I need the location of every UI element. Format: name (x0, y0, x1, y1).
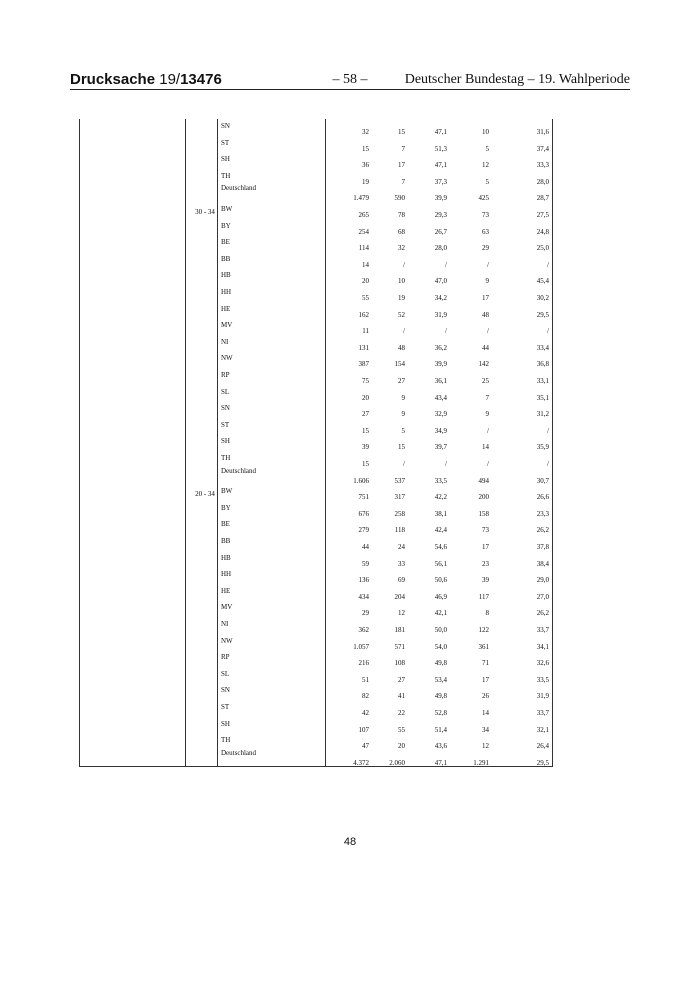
value-cell-2: 52 (398, 310, 405, 319)
value-cell-1: 114 (358, 244, 369, 253)
value-cell-5: / (547, 426, 549, 435)
value-cell-2: 9 (401, 393, 405, 402)
value-cell-3: 28,0 (434, 244, 447, 253)
value-cell-5: 29,5 (536, 310, 549, 319)
value-cell-5: 37,4 (536, 144, 549, 153)
value-cell-2: 118 (394, 526, 405, 535)
table-row (79, 501, 553, 518)
value-cell-5: 26,6 (536, 493, 549, 502)
table-row (79, 567, 553, 584)
state-cell: SH (221, 719, 230, 728)
value-cell-3: 54,0 (434, 642, 447, 651)
value-cell-1: 107 (358, 725, 369, 734)
state-cell: TH (221, 171, 231, 180)
value-cell-1: 1.479 (353, 194, 369, 203)
value-cell-4: 158 (478, 509, 489, 518)
value-cell-3: 46,9 (434, 592, 447, 601)
state-cell: SN (221, 404, 230, 413)
value-cell-2: 5 (401, 426, 405, 435)
value-cell-5: 32,6 (536, 659, 549, 668)
value-cell-5: 33,7 (536, 709, 549, 717)
value-cell-3: 42,1 (434, 609, 447, 618)
table-row (79, 650, 553, 667)
value-cell-2: 15 (398, 443, 405, 452)
value-cell-1: 136 (358, 576, 369, 585)
value-cell-4: 17 (482, 675, 489, 684)
state-cell: SH (221, 437, 230, 446)
value-cell-2: 204 (394, 592, 405, 601)
value-cell-3: 51,3 (434, 144, 447, 153)
state-cell: HE (221, 586, 231, 595)
state-cell: ST (221, 703, 230, 711)
state-cell: SH (221, 155, 230, 164)
value-cell-5: 27,5 (536, 211, 549, 219)
value-cell-3: 47,1 (434, 758, 447, 767)
state-cell: BW (221, 487, 233, 496)
value-cell-2: 33 (398, 559, 405, 568)
value-cell-4: 10 (482, 128, 489, 136)
value-cell-5: 28,0 (536, 177, 549, 186)
value-cell-3: 34,2 (434, 294, 447, 302)
value-cell-4: 73 (482, 526, 489, 535)
state-cell: ST (221, 138, 230, 147)
state-cell: MV (221, 321, 233, 330)
value-cell-5: 30,7 (536, 476, 549, 485)
state-cell: Deutschland (221, 466, 256, 475)
value-cell-2: 78 (398, 211, 405, 219)
value-cell-3: 33,5 (434, 476, 447, 485)
state-cell: BY (221, 503, 231, 512)
value-cell-5: / (547, 260, 549, 269)
value-cell-5: 31,2 (536, 410, 549, 419)
value-cell-4: 5 (485, 177, 489, 186)
table-row (79, 401, 553, 418)
value-cell-4: 39 (482, 576, 489, 585)
value-cell-3: 32,9 (434, 410, 447, 419)
value-cell-3: 43,6 (434, 742, 447, 751)
value-cell-3: 26,7 (434, 227, 447, 236)
value-cell-5: 33,7 (536, 626, 549, 634)
value-cell-1: 32 (362, 128, 369, 136)
value-cell-1: 20 (362, 393, 369, 402)
value-cell-4: 17 (482, 543, 489, 551)
state-cell: ST (221, 420, 230, 429)
value-cell-2: 9 (401, 410, 405, 419)
data-table (79, 119, 553, 767)
state-cell: BE (221, 238, 230, 247)
state-cell: BB (221, 254, 231, 263)
state-cell: NI (221, 337, 229, 346)
table-row (79, 683, 553, 700)
state-cell: BB (221, 537, 231, 545)
value-cell-2: 7 (401, 144, 405, 153)
value-cell-1: 59 (362, 559, 369, 568)
value-cell-3: 39,9 (434, 194, 447, 203)
document-label: Drucksache (70, 71, 156, 88)
table-row (79, 617, 553, 634)
state-cell: SL (221, 387, 230, 396)
value-cell-2: / (403, 460, 405, 468)
table-row (79, 634, 553, 651)
value-cell-4: 1.291 (473, 758, 489, 767)
value-cell-3: / (445, 460, 447, 468)
value-cell-4: 71 (482, 659, 489, 668)
table-row (79, 235, 553, 252)
value-cell-1: 36 (362, 161, 369, 170)
value-cell-2: 154 (394, 360, 405, 369)
table-row (79, 733, 553, 750)
state-cell: MV (221, 603, 233, 612)
value-cell-5: / (547, 327, 549, 336)
value-cell-2: 27 (398, 377, 405, 385)
table-row (79, 219, 553, 236)
page-marker: – 58 – (332, 72, 368, 87)
state-cell: BY (221, 221, 231, 230)
value-cell-2: 32 (398, 244, 405, 253)
value-cell-3: 36,2 (434, 343, 447, 352)
age-group-cell: 20 - 34 (195, 490, 215, 499)
state-cell: Deutschland (221, 748, 256, 757)
value-cell-2: 317 (394, 493, 405, 502)
value-cell-3: 50,6 (434, 576, 447, 585)
value-cell-2: 590 (394, 194, 405, 203)
value-cell-4: 142 (478, 360, 489, 369)
value-cell-5: 23,3 (536, 509, 549, 518)
table-row (79, 750, 553, 767)
table-row (79, 700, 553, 717)
value-cell-2: / (403, 327, 405, 336)
value-cell-4: 425 (478, 194, 489, 203)
value-cell-3: 47,1 (434, 128, 447, 136)
value-cell-1: 4.372 (353, 758, 369, 767)
value-cell-1: 29 (362, 609, 369, 618)
value-cell-5: 29,5 (536, 758, 549, 767)
value-cell-5: 33,4 (536, 343, 549, 352)
value-cell-1: 1.057 (353, 642, 369, 651)
value-cell-4: / (487, 260, 489, 269)
table-row (79, 385, 553, 402)
value-cell-1: 15 (362, 460, 369, 468)
table-row (79, 717, 553, 734)
value-cell-1: 27 (362, 410, 369, 419)
value-cell-5: 37,8 (536, 543, 549, 551)
publisher: Deutscher Bundestag – 19. Wahlperiode (404, 72, 630, 87)
value-cell-5: 38,4 (536, 559, 549, 568)
value-cell-1: 15 (362, 144, 369, 153)
value-cell-4: 494 (478, 476, 489, 485)
value-cell-2: 41 (398, 692, 405, 701)
value-cell-3: 49,8 (434, 692, 447, 701)
value-cell-1: 14 (362, 260, 369, 269)
value-cell-4: / (487, 460, 489, 468)
value-cell-1: 162 (358, 310, 369, 319)
value-cell-1: 51 (362, 675, 369, 684)
state-cell: RP (221, 653, 230, 662)
state-cell: HB (221, 553, 231, 562)
state-cell: NI (221, 620, 229, 628)
table-row (79, 185, 553, 202)
value-cell-4: 14 (482, 709, 489, 717)
value-cell-4: / (487, 426, 489, 435)
table-row (79, 368, 553, 385)
value-cell-3: 36,1 (434, 377, 447, 385)
value-cell-2: 20 (398, 742, 405, 751)
value-cell-4: 23 (482, 559, 489, 568)
value-cell-1: 55 (362, 294, 369, 302)
value-cell-5: 28,7 (536, 194, 549, 203)
value-cell-4: 34 (482, 725, 489, 734)
age-group-cell: 30 - 34 (195, 208, 215, 216)
table-row (79, 285, 553, 302)
table-row (79, 468, 553, 485)
state-cell: NW (221, 636, 233, 645)
state-cell: TH (221, 736, 231, 745)
value-cell-5: 26,4 (536, 742, 549, 751)
table-row (79, 434, 553, 451)
value-cell-4: 9 (485, 410, 489, 419)
table-row (79, 534, 553, 551)
value-cell-2: 69 (398, 576, 405, 585)
state-cell: SL (221, 669, 230, 678)
value-cell-2: 19 (398, 294, 405, 302)
value-cell-3: 34,9 (434, 426, 447, 435)
value-cell-5: 36,8 (536, 360, 549, 369)
table-row (79, 119, 553, 136)
value-cell-3: 31,9 (434, 310, 447, 319)
table-row (79, 318, 553, 335)
value-cell-5: 45,4 (536, 277, 549, 286)
value-cell-5: 27,0 (536, 592, 549, 601)
value-cell-3: 39,9 (434, 360, 447, 369)
value-cell-4: 25 (482, 377, 489, 385)
table-row (79, 136, 553, 153)
value-cell-2: 27 (398, 675, 405, 684)
value-cell-1: 254 (358, 227, 369, 236)
value-cell-1: 279 (358, 526, 369, 535)
state-cell: SN (221, 122, 230, 130)
value-cell-5: 24,8 (536, 227, 549, 236)
value-cell-3: / (445, 260, 447, 269)
value-cell-3: 53,4 (434, 675, 447, 684)
value-cell-4: 63 (482, 227, 489, 236)
state-cell: HH (221, 288, 232, 296)
state-cell: Deutschland (221, 184, 256, 193)
header-rule (70, 89, 630, 90)
value-cell-2: 258 (394, 509, 405, 518)
table-row (79, 268, 553, 285)
value-cell-5: 35,9 (536, 443, 549, 452)
value-cell-4: 29 (482, 244, 489, 253)
value-cell-4: 200 (478, 493, 489, 502)
value-cell-2: 17 (398, 161, 405, 170)
state-cell: HE (221, 304, 231, 313)
value-cell-2: 12 (398, 609, 405, 618)
value-cell-3: 50,0 (434, 626, 447, 634)
value-cell-3: 43,4 (434, 393, 447, 402)
value-cell-4: 8 (485, 609, 489, 618)
value-cell-1: 44 (362, 543, 369, 551)
value-cell-1: 387 (358, 360, 369, 369)
state-cell: SN (221, 686, 230, 695)
value-cell-3: / (445, 327, 447, 336)
value-cell-3: 47,1 (434, 161, 447, 170)
value-cell-2: 10 (398, 277, 405, 286)
value-cell-5: 30,2 (536, 294, 549, 302)
document-number-value: 13476 (180, 71, 222, 88)
value-cell-3: 38,1 (434, 509, 447, 518)
table-row (79, 152, 553, 169)
value-cell-5: 33,1 (536, 377, 549, 385)
value-cell-1: 1.606 (353, 476, 369, 485)
value-cell-4: 48 (482, 310, 489, 319)
table-row (79, 351, 553, 368)
value-cell-3: 47,0 (434, 277, 447, 286)
state-cell: RP (221, 371, 230, 379)
table-row (79, 335, 553, 352)
value-cell-2: 571 (394, 642, 405, 651)
value-cell-4: 9 (485, 277, 489, 286)
value-cell-3: 42,4 (434, 526, 447, 535)
value-cell-1: 15 (362, 426, 369, 435)
value-cell-3: 54,6 (434, 543, 447, 551)
table-row (79, 451, 553, 468)
value-cell-5: 32,1 (536, 725, 549, 734)
value-cell-2: 537 (394, 476, 405, 485)
table-row (79, 252, 553, 269)
table-row (79, 667, 553, 684)
value-cell-1: 434 (358, 592, 369, 601)
value-cell-4: / (487, 327, 489, 336)
value-cell-5: / (547, 460, 549, 468)
value-cell-4: 44 (482, 343, 489, 352)
state-cell: HH (221, 570, 232, 579)
value-cell-1: 265 (358, 211, 369, 219)
state-cell: BE (221, 520, 230, 529)
value-cell-5: 33,5 (536, 675, 549, 684)
value-cell-5: 25,0 (536, 244, 549, 253)
table-row (79, 302, 553, 319)
value-cell-2: 181 (394, 626, 405, 634)
value-cell-2: 55 (398, 725, 405, 734)
value-cell-3: 51,4 (434, 725, 447, 734)
state-cell: HB (221, 271, 231, 280)
table-row (79, 418, 553, 435)
table-row (79, 584, 553, 601)
value-cell-2: 15 (398, 128, 405, 136)
state-cell: BW (221, 205, 233, 213)
value-cell-2: 68 (398, 227, 405, 236)
value-cell-4: 117 (478, 592, 489, 601)
value-cell-1: 20 (362, 277, 369, 286)
page-number: 48 (343, 836, 357, 848)
value-cell-4: 12 (482, 161, 489, 170)
value-cell-4: 5 (485, 144, 489, 153)
value-cell-4: 14 (482, 443, 489, 452)
value-cell-1: 42 (362, 709, 369, 717)
value-cell-2: 108 (394, 659, 405, 668)
value-cell-5: 33,3 (536, 161, 549, 170)
value-cell-1: 47 (362, 742, 369, 751)
value-cell-3: 39,7 (434, 443, 447, 452)
state-cell: NW (221, 354, 233, 363)
value-cell-4: 26 (482, 692, 489, 701)
value-cell-1: 11 (362, 327, 369, 336)
value-cell-1: 39 (362, 443, 369, 452)
value-cell-5: 26,2 (536, 609, 549, 618)
value-cell-2: 24 (398, 543, 405, 551)
value-cell-5: 26,2 (536, 526, 549, 535)
table-row (79, 551, 553, 568)
value-cell-4: 73 (482, 211, 489, 219)
value-cell-1: 676 (358, 509, 369, 518)
state-cell: TH (221, 454, 231, 462)
value-cell-3: 52,8 (434, 709, 447, 717)
value-cell-3: 56,1 (434, 559, 447, 568)
value-cell-5: 29,0 (536, 576, 549, 585)
value-cell-4: 12 (482, 742, 489, 751)
value-cell-3: 49,8 (434, 659, 447, 668)
value-cell-3: 29,3 (434, 211, 447, 219)
value-cell-1: 362 (358, 626, 369, 634)
value-cell-2: / (403, 260, 405, 269)
value-cell-4: 361 (478, 642, 489, 651)
value-cell-3: 37,3 (434, 177, 447, 186)
table-row (79, 484, 553, 501)
value-cell-2: 48 (398, 343, 405, 352)
value-cell-4: 7 (485, 393, 489, 402)
value-cell-1: 131 (358, 343, 369, 352)
value-cell-1: 216 (358, 659, 369, 668)
value-cell-1: 19 (362, 177, 369, 186)
value-cell-5: 31,6 (536, 128, 549, 136)
value-cell-3: 42,2 (434, 493, 447, 502)
value-cell-1: 82 (362, 692, 369, 701)
value-cell-1: 75 (362, 377, 369, 385)
value-cell-5: 34,1 (536, 642, 549, 651)
value-cell-4: 17 (482, 294, 489, 302)
value-cell-4: 122 (478, 626, 489, 634)
value-cell-1: 751 (358, 493, 369, 502)
table-row (79, 169, 553, 186)
value-cell-2: 22 (398, 709, 405, 717)
document-number-prefix: 19/ (159, 71, 181, 88)
value-cell-5: 35,1 (536, 393, 549, 402)
value-cell-5: 31,9 (536, 692, 549, 701)
table-row (79, 202, 553, 219)
table-row (79, 517, 553, 534)
table-row (79, 600, 553, 617)
value-cell-2: 2.060 (389, 758, 405, 767)
value-cell-2: 7 (401, 177, 405, 186)
